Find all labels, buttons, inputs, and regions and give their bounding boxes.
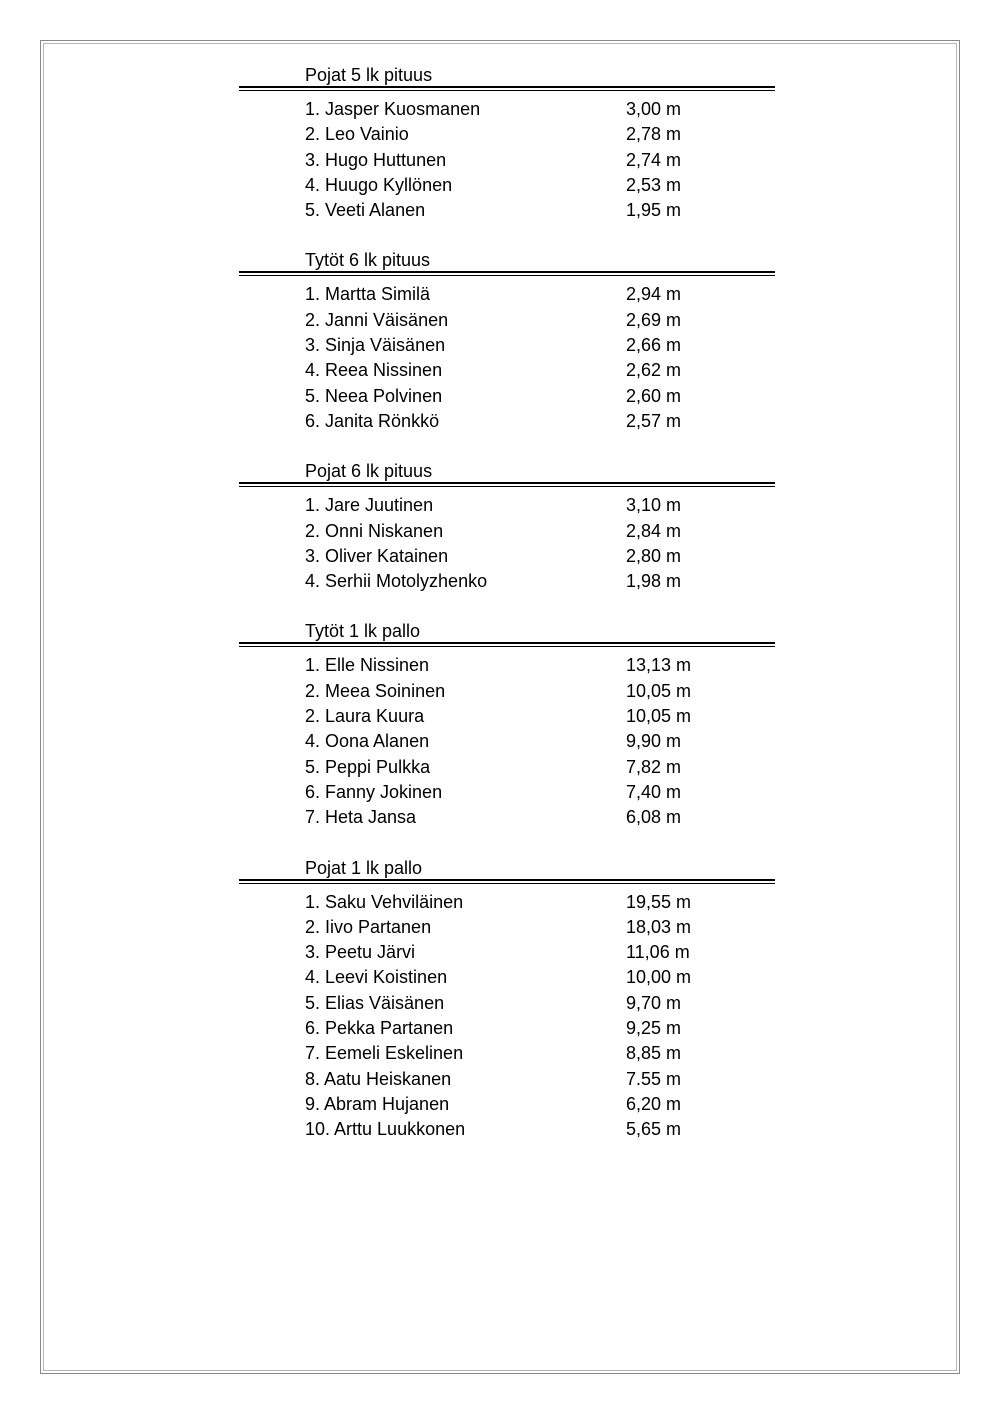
result-mark: 7,40 m	[626, 781, 682, 802]
result-row	[239, 519, 775, 544]
result-row	[239, 915, 775, 940]
athlete-name: 1. Elle Nissinen	[305, 655, 430, 676]
athlete-name: 3. Oliver Katainen	[305, 545, 449, 566]
result-mark: 9,25 m	[626, 1018, 682, 1039]
result-mark: 2,74 m	[626, 149, 682, 170]
result-row	[239, 97, 775, 122]
athlete-name: 5. Veeti Alanen	[305, 200, 426, 221]
result-mark: 1,98 m	[626, 571, 682, 592]
athlete-name: 1. Jasper Kuosmanen	[305, 99, 481, 119]
result-mark: 9,90 m	[626, 731, 682, 752]
athlete-name: 5. Elias Väisänen	[305, 992, 445, 1013]
result-row	[239, 1067, 775, 1092]
result-mark: 3,00 m	[626, 99, 682, 119]
athlete-name: 2. Janni Väisänen	[305, 309, 449, 330]
result-mark: 7,82 m	[626, 756, 682, 777]
athlete-name: 6. Fanny Jokinen	[305, 781, 443, 802]
athlete-name: 2. Onni Niskanen	[305, 520, 444, 541]
athlete-name: 9. Abram Hujanen	[305, 1093, 450, 1114]
athlete-name: 2. Iivo Partanen	[305, 916, 432, 937]
athlete-name: 7. Heta Jansa	[305, 807, 417, 828]
section-tytot-1-lk-pallo	[239, 620, 775, 830]
result-mark: 11,06 m	[626, 942, 690, 963]
section-title: Tytöt 1 lk pallo	[305, 621, 421, 642]
results-document	[239, 64, 775, 1169]
result-row	[239, 198, 775, 223]
result-row	[239, 1041, 775, 1066]
athlete-name: 2. Leo Vainio	[305, 124, 409, 145]
result-row	[239, 1117, 775, 1142]
result-row	[239, 679, 775, 704]
athlete-name: 1. Martta Similä	[305, 284, 431, 305]
result-mark: 3,10 m	[626, 495, 682, 516]
athlete-name: 5. Neea Polvinen	[305, 385, 443, 406]
result-row	[239, 1092, 775, 1117]
result-mark: 6,20 m	[626, 1093, 682, 1114]
result-row	[239, 409, 775, 434]
section-pojat-1-lk-pallo	[239, 857, 775, 1143]
result-mark: 2,80 m	[626, 545, 682, 566]
result-row	[239, 805, 775, 830]
result-row	[239, 653, 775, 678]
result-row	[239, 569, 775, 594]
section-title: Pojat 6 lk pituus	[305, 461, 433, 482]
result-row	[239, 308, 775, 333]
result-mark: 8,85 m	[626, 1043, 682, 1064]
section-tytot-6-lk-pituus	[239, 249, 775, 434]
result-row	[239, 384, 775, 409]
result-mark: 2,53 m	[626, 174, 682, 195]
athlete-name: 2. Laura Kuura	[305, 706, 425, 727]
result-mark: 10,05 m	[626, 680, 692, 701]
double-rule	[239, 86, 775, 91]
athlete-name: 6. Janita Rönkkö	[305, 410, 440, 431]
result-row	[239, 173, 775, 198]
result-row	[239, 890, 775, 915]
result-row	[239, 704, 775, 729]
result-row	[239, 493, 775, 518]
athlete-name: 1. Jare Juutinen	[305, 495, 434, 516]
athlete-name: 2. Meea Soininen	[305, 680, 446, 701]
athlete-name: 4. Reea Nissinen	[305, 360, 443, 381]
section-pojat-6-lk-pituus	[239, 460, 775, 594]
result-mark: 5,65 m	[626, 1119, 682, 1140]
athlete-name: 7. Eemeli Eskelinen	[305, 1043, 464, 1064]
result-row	[239, 122, 775, 147]
result-row	[239, 1016, 775, 1041]
result-mark: 10,00 m	[626, 967, 692, 988]
double-rule	[239, 482, 775, 487]
athlete-name: 4. Leevi Koistinen	[305, 967, 448, 988]
result-mark: 1,95 m	[626, 200, 682, 221]
result-mark: 7.55 m	[626, 1068, 682, 1089]
athlete-name: 4. Oona Alanen	[305, 731, 430, 752]
athlete-name: 3. Peetu Järvi	[305, 942, 416, 963]
result-row	[239, 358, 775, 383]
result-mark: 19,55 m	[626, 891, 692, 912]
result-row	[239, 965, 775, 990]
section-pojat-5-lk-pituus	[239, 64, 775, 223]
athlete-name: 1. Saku Vehviläinen	[305, 891, 464, 912]
result-row	[239, 544, 775, 569]
result-mark: 2,69 m	[626, 309, 682, 330]
athlete-name: 8. Aatu Heiskanen	[305, 1068, 452, 1089]
section-title: Pojat 1 lk pallo	[305, 857, 423, 878]
result-mark: 2,57 m	[626, 410, 682, 431]
athlete-name: 6. Pekka Partanen	[305, 1018, 454, 1039]
result-row	[239, 333, 775, 358]
result-mark: 18,03 m	[626, 916, 692, 937]
result-mark: 2,66 m	[626, 335, 682, 356]
result-mark: 9,70 m	[626, 992, 682, 1013]
athlete-name: 10. Arttu Luukkonen	[305, 1119, 466, 1140]
result-mark: 6,08 m	[626, 807, 682, 828]
result-mark: 2,60 m	[626, 385, 682, 406]
athlete-name: 3. Hugo Huttunen	[305, 149, 447, 170]
result-mark: 2,94 m	[626, 284, 682, 305]
double-rule	[239, 642, 775, 647]
result-mark: 10,05 m	[626, 706, 692, 727]
result-row	[239, 148, 775, 173]
result-row	[239, 780, 775, 805]
result-row	[239, 940, 775, 965]
result-mark: 2,62 m	[626, 360, 682, 381]
result-row	[239, 755, 775, 780]
section-title: Pojat 5 lk pituus	[305, 65, 433, 85]
result-row	[239, 729, 775, 754]
double-rule	[239, 879, 775, 884]
result-mark: 2,78 m	[626, 124, 682, 145]
athlete-name: 3. Sinja Väisänen	[305, 335, 446, 356]
double-rule	[239, 271, 775, 276]
athlete-name: 4. Serhii Motolyzhenko	[305, 571, 488, 592]
result-row	[239, 991, 775, 1016]
result-mark: 2,84 m	[626, 520, 682, 541]
athlete-name: 4. Huugo Kyllönen	[305, 174, 453, 195]
athlete-name: 5. Peppi Pulkka	[305, 756, 431, 777]
result-mark: 13,13 m	[626, 655, 692, 676]
result-row	[239, 282, 775, 307]
section-title: Tytöt 6 lk pituus	[305, 250, 431, 271]
